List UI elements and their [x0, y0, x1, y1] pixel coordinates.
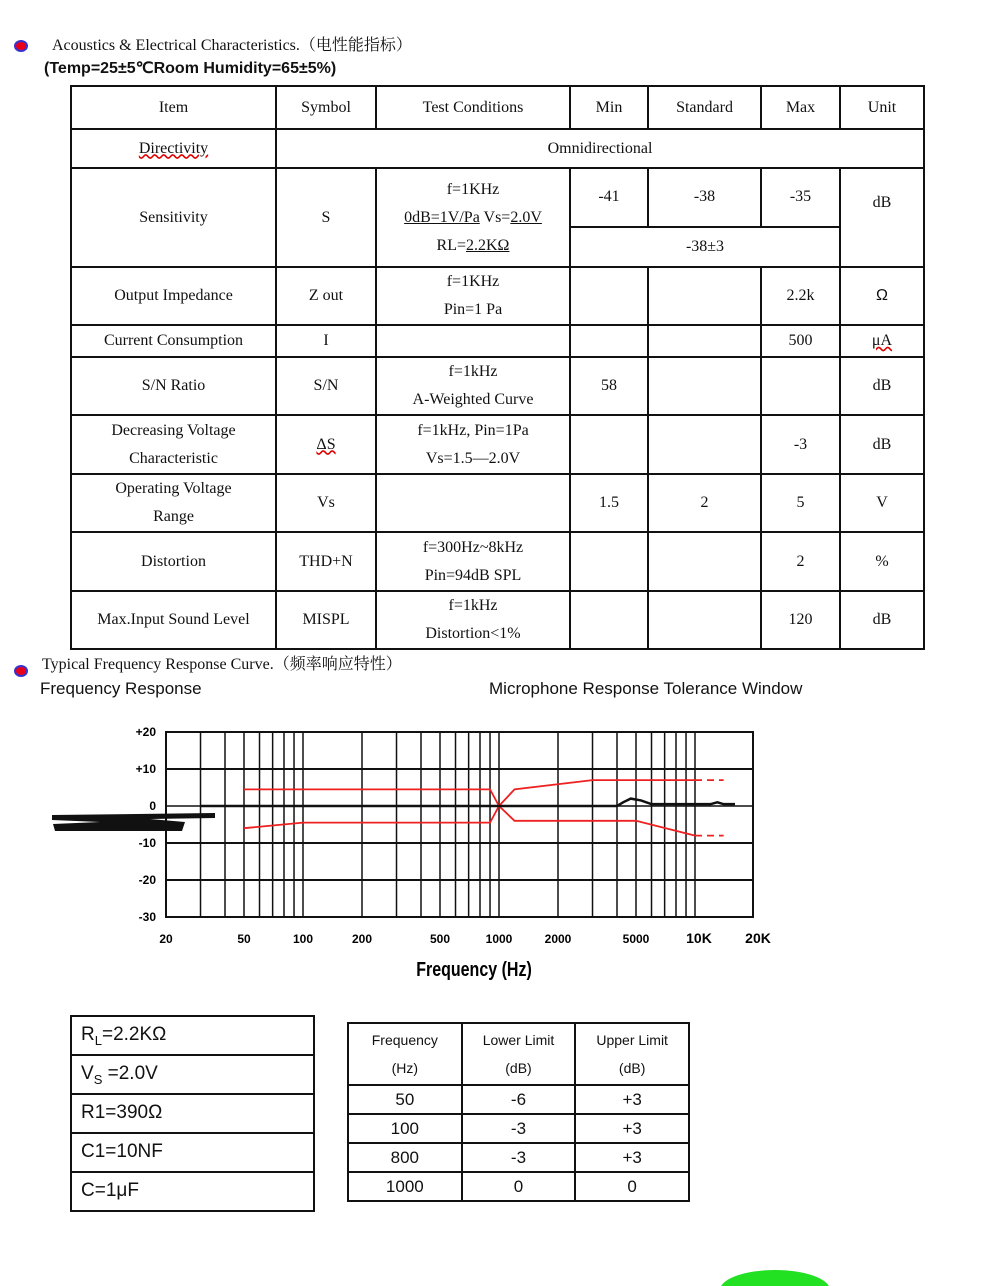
- table-row: [71, 325, 924, 357]
- frequency-response-chart: [0, 720, 1000, 990]
- limits-cell: +3: [575, 1085, 689, 1114]
- item: Output Impedance: [71, 267, 276, 325]
- conditions: [376, 325, 570, 357]
- section-title: Typical Frequency Response Curve.（频率响应特性）: [42, 656, 402, 673]
- bullet-icon: [14, 40, 28, 52]
- standard: [648, 357, 761, 415]
- condition-cell: [71, 1133, 314, 1172]
- x-tick-label: 200: [351, 932, 373, 946]
- series-upper-limit: [244, 780, 695, 806]
- condition-text: R1=390Ω: [81, 1101, 163, 1123]
- directivity-value: Omnidirectional: [276, 129, 924, 168]
- cond-line: Vs=1.5—2.0V: [425, 449, 521, 467]
- x-tick-label: 20K: [745, 930, 771, 946]
- decorative-green-shape: [720, 1270, 830, 1286]
- y-tick-label: -30: [138, 910, 156, 924]
- header-line: (Hz): [391, 1060, 419, 1076]
- x-tick-label: 10K: [686, 930, 712, 946]
- limits-cell: +3: [575, 1114, 689, 1143]
- unit: dB: [840, 168, 924, 267]
- condition-subscript: L: [94, 1032, 102, 1048]
- item: S/N Ratio: [71, 357, 276, 415]
- cond-line: Pin=94dB SPL: [424, 566, 522, 584]
- limits-cell: 1000: [348, 1172, 462, 1201]
- x-tick-label: 100: [292, 932, 314, 946]
- symbol: MISPL: [276, 591, 376, 649]
- limits-header: [462, 1023, 576, 1085]
- symbol: I: [276, 325, 376, 357]
- min: [570, 267, 648, 325]
- header-line: (dB): [505, 1060, 532, 1076]
- series-lower-limit: [244, 806, 695, 836]
- standard: -38: [648, 168, 761, 227]
- table-row: [348, 1114, 689, 1143]
- y-tick-label: +10: [135, 762, 156, 776]
- max: 500: [761, 325, 840, 357]
- unit: dB: [840, 591, 924, 649]
- header-unit: Unit: [840, 86, 924, 129]
- condition-cell: [71, 1094, 314, 1133]
- cond-part: RL=: [436, 236, 466, 254]
- limits-cell: 800: [348, 1143, 462, 1172]
- x-tick-label: 1000: [485, 932, 513, 946]
- cond-line: f=1kHz: [448, 363, 498, 380]
- table-row: [71, 357, 924, 415]
- condition-cell: [71, 1016, 314, 1055]
- cond-line: f=300Hz~8kHz: [422, 538, 524, 556]
- header-max: Max: [761, 86, 840, 129]
- header-line: Lower Limit: [482, 1032, 555, 1048]
- condition-cell: [71, 1172, 314, 1211]
- conditions: [376, 474, 570, 532]
- header-item: Item: [71, 86, 276, 129]
- table-header-row: [348, 1023, 689, 1085]
- x-tick-label: 50: [237, 932, 251, 946]
- standard: 2: [648, 474, 761, 532]
- condition-text: C=1μF: [81, 1179, 139, 1201]
- min: 58: [570, 357, 648, 415]
- cond-line: f=1kHz, Pin=1Pa: [417, 421, 529, 439]
- unit: dB: [840, 357, 924, 415]
- max: 2: [761, 532, 840, 591]
- x-tick-label: 2000: [544, 932, 572, 946]
- cond-part: Vs=: [483, 208, 511, 226]
- conditions-box: [70, 1015, 315, 1212]
- condition-text: C1=10NF: [81, 1140, 163, 1162]
- symbol: S: [276, 168, 376, 267]
- standard: [648, 267, 761, 325]
- min: [570, 325, 648, 357]
- standard: [648, 325, 761, 357]
- item: Sensitivity: [71, 168, 276, 267]
- y-tick-label: +20: [135, 725, 156, 739]
- item: Current Consumption: [71, 325, 276, 357]
- test-conditions: (Temp=25±5℃Room Humidity=65±5%): [44, 60, 337, 77]
- conditions: [376, 532, 570, 591]
- header-standard: Standard: [648, 86, 761, 129]
- limits-cell: 0: [462, 1172, 576, 1201]
- unit: %: [840, 532, 924, 591]
- max: 120: [761, 591, 840, 649]
- condition-text: =2.2KΩ: [101, 1023, 167, 1045]
- item: Distortion: [71, 532, 276, 591]
- cond-part: 2.0V: [510, 208, 542, 226]
- table-row: [71, 168, 924, 227]
- condition-text: =2.0V: [102, 1062, 158, 1084]
- condition-row: [71, 1094, 314, 1133]
- limits-cell: 100: [348, 1114, 462, 1143]
- header-conditions: Test Conditions: [376, 86, 570, 129]
- symbol: ΔS: [316, 435, 336, 453]
- limits-cell: 0: [575, 1172, 689, 1201]
- limits-header: [575, 1023, 689, 1085]
- table-row: [71, 415, 924, 474]
- table-row: [71, 532, 924, 591]
- tolerance-limits-table: [347, 1022, 690, 1202]
- symbol: S/N: [276, 357, 376, 415]
- y-tick-label: -10: [138, 836, 156, 850]
- condition-row: [71, 1172, 314, 1211]
- condition-row: [71, 1016, 314, 1055]
- unit: V: [840, 474, 924, 532]
- header-min: Min: [570, 86, 648, 129]
- condition-text: R: [81, 1023, 95, 1045]
- min: 1.5: [570, 474, 648, 532]
- cond-line: f=1KHz: [446, 273, 500, 290]
- table-header-row: [71, 86, 924, 129]
- limits-cell: -3: [462, 1114, 576, 1143]
- cond-line: A-Weighted Curve: [412, 391, 534, 408]
- table-row: [348, 1085, 689, 1114]
- x-axis-label: Frequency (Hz): [416, 958, 532, 981]
- tolerance: -38±3: [570, 227, 840, 267]
- y-tick-label: -20: [138, 873, 156, 887]
- symbol: Z out: [276, 267, 376, 325]
- condition-text: V: [81, 1062, 94, 1084]
- max: 5: [761, 474, 840, 532]
- cond-part: 2.2KΩ: [466, 236, 510, 254]
- limits-header: [348, 1023, 462, 1085]
- item: Operating Voltage Range: [71, 474, 276, 532]
- max: [761, 357, 840, 415]
- x-tick-label: 20: [159, 932, 173, 946]
- series-response: [201, 799, 735, 806]
- table-row: [71, 474, 924, 532]
- cond-part: 0dB=1V/Pa: [404, 208, 480, 226]
- table-row: [71, 129, 924, 168]
- limits-cell: 50: [348, 1085, 462, 1114]
- symbol: Vs: [276, 474, 376, 532]
- limits-cell: -6: [462, 1085, 576, 1114]
- cond-line: Distortion<1%: [425, 625, 521, 642]
- x-tick-label: 500: [429, 932, 451, 946]
- item: Directivity: [138, 139, 209, 157]
- condition-cell: [71, 1055, 314, 1094]
- unit: μA: [871, 332, 893, 349]
- min: -41: [570, 168, 648, 227]
- chart-caption-left: Frequency Response: [40, 679, 202, 698]
- conditions: [376, 415, 570, 474]
- standard: [648, 591, 761, 649]
- max: -35: [761, 168, 840, 227]
- x-tick-label: 5000: [622, 932, 650, 946]
- chart-caption-right: Microphone Response Tolerance Window: [489, 679, 803, 698]
- conditions: [376, 357, 570, 415]
- header-line: (dB): [618, 1060, 646, 1076]
- section-title: Acoustics & Electrical Characteristics.（电性能指标）: [52, 37, 412, 54]
- header-line: Frequency: [371, 1032, 438, 1048]
- conditions: [376, 267, 570, 325]
- max: -3: [761, 415, 840, 474]
- item: Decreasing Voltage Characteristic: [71, 415, 276, 474]
- symbol: THD+N: [276, 532, 376, 591]
- redaction-scribble: [52, 813, 215, 831]
- unit: Ω: [840, 267, 924, 325]
- cond-line: f=1KHz: [446, 180, 500, 198]
- item: Max.Input Sound Level: [71, 591, 276, 649]
- condition-row: [71, 1133, 314, 1172]
- unit: dB: [840, 415, 924, 474]
- table-row: [71, 267, 924, 325]
- min: [570, 415, 648, 474]
- bullet-icon: [14, 665, 28, 677]
- conditions: [376, 591, 570, 649]
- min: [570, 591, 648, 649]
- table-row: [71, 591, 924, 649]
- max: 2.2k: [761, 267, 840, 325]
- standard: [648, 415, 761, 474]
- standard: [648, 532, 761, 591]
- cond-line: Pin=1 Pa: [443, 301, 503, 318]
- limits-cell: +3: [575, 1143, 689, 1172]
- header-symbol: Symbol: [276, 86, 376, 129]
- spec-table: [70, 85, 925, 650]
- condition-row: [71, 1055, 314, 1094]
- table-row: [348, 1143, 689, 1172]
- header-line: Upper Limit: [596, 1032, 668, 1048]
- min: [570, 532, 648, 591]
- conditions: [376, 168, 570, 267]
- cond-line: f=1kHz: [448, 597, 498, 614]
- condition-subscript: S: [93, 1071, 103, 1087]
- limits-cell: -3: [462, 1143, 576, 1172]
- table-row: [348, 1172, 689, 1201]
- y-tick-label: 0: [149, 799, 156, 813]
